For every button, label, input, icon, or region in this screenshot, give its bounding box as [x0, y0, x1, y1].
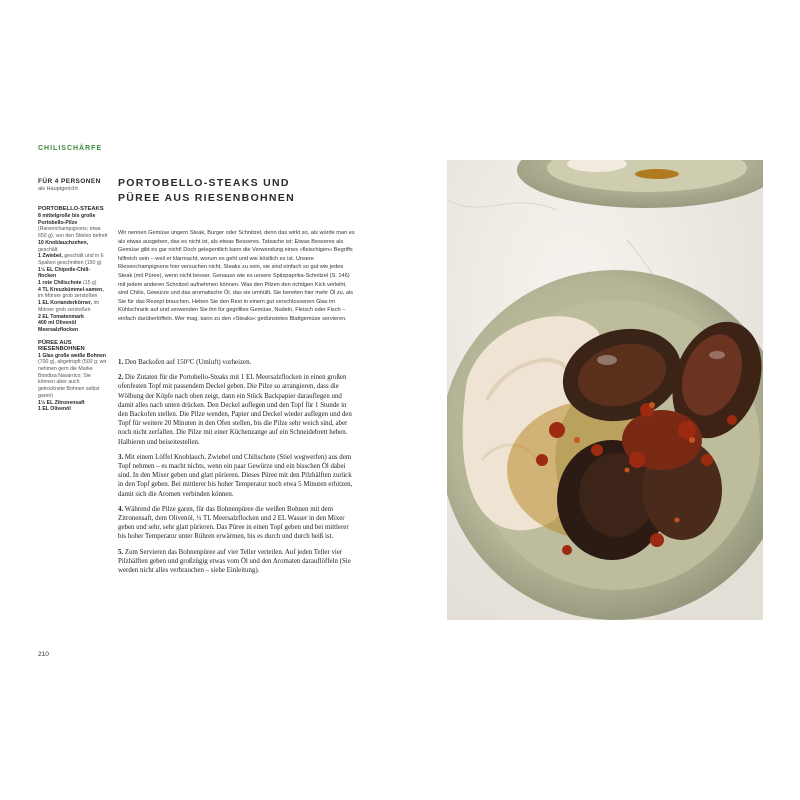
dish-photo-illustration	[447, 160, 763, 620]
step-number: 4.	[118, 505, 124, 513]
ingredient-note: (Riesenchampignons; etwa 650 g), von den Stielen befreit	[38, 226, 108, 240]
ingredient-item	[38, 253, 108, 266]
ingredient-amount: 1 EL Olivenöl	[38, 406, 71, 413]
ingredient-note: geschält und in 6 Spalten geschnitten (150 g)	[38, 253, 104, 266]
ingredient-amount: 8 mittelgroße bis große Portobello-Pilze	[38, 213, 96, 226]
step-number: 3.	[118, 453, 124, 461]
ingredient-groups	[38, 206, 108, 413]
step-text: Den Backofen auf 150°C (Umluft) vorheizen.	[124, 359, 252, 366]
method-step	[118, 548, 358, 576]
method-step	[118, 505, 358, 542]
ingredient-group-heading: PORTOBELLO-STEAKS	[38, 206, 104, 212]
step-number: 5.	[118, 548, 124, 556]
ingredients-column	[38, 178, 108, 413]
ingredient-amount: 4 TL Kreuzkümmel-samen,	[38, 286, 104, 293]
ingredient-item	[38, 280, 108, 287]
recipe-title: PORTOBELLO-STEAKS UND PÜREE AUS RIESENBOHNEN	[118, 177, 295, 204]
ingredient-item	[38, 213, 108, 240]
ingredient-amount: 1 rote Chilischote	[38, 280, 82, 287]
step-text: Die Zutaten für die Portobello-Steaks mit 1 EL Meersalzflocken in einen großen ofenfesten Topf mit passendem Deckel geben. Die Pilze so arrangieren, dass die Wölbung der Köpfe nach oben zeigt, dann ein Stück Backpapier darauflegen und damit alles nach unten drücken. Den Deckel auflegen und den Topf für 1 Stunde in den Backofen stellen. Die Pilze wenden, Papier und Deckel wieder auflegen und den Topf für weitere 20 Minuten in den Ofen stellen, bis die Pilze sehr weich sind, aber noch nicht zerfallen. Die Pilze mit einer Küchenzange auf ein Schneidebrett heben. Halbieren und beiseitestellen.	[118, 374, 352, 446]
step-text: Zum Servieren das Bohnenpüree auf vier Teller verteilen. Auf jeden Teller vier Pilzhälften geben und großzügig etwas vom Öl und den Aromaten darauflöffeln (Sie werden nicht alles verbrauchen – siehe Einleitung).	[118, 548, 351, 575]
servings-note: als Hauptgericht	[38, 186, 78, 192]
ingredient-amount: 10 Knoblauchzehen,	[38, 239, 89, 246]
ingredient-item	[38, 327, 108, 334]
step-text: Mit einem Löffel Knoblauch, Zwiebel und Chilischote (Stiel wegwerfen) aus dem Topf nehmen – es macht nichts, wenn ein paar Gewürze und ein bisschen Öl dabei sind. In den Mixer geben und glatt pürieren. Dieses Püree mit den Pilzhälften zurück in den Topf geben. Bei mittlerer bis hoher Temperatur noch etwa 5 Minuten erhitzen, damit sich die Aromen verbinden können.	[118, 453, 353, 498]
ingredient-group-heading: PÜREE AUS RIESENBOHNEN	[38, 339, 85, 352]
ingredient-note: im Mörser grob zerstoßen	[38, 300, 100, 313]
ingredient-note: (15 g)	[82, 280, 97, 287]
page-number: 210	[38, 651, 49, 658]
method-step	[118, 453, 358, 499]
step-text: Während die Pilze garen, für das Bohnenpüree die weißen Bohnen mit dem Zitronensaft, dem Olivenöl, ½ TL Meersalzflocken und 2 EL Wasser in den Mixer geben und sehr, sehr glatt pürieren. Das Püree in einen Topf geben und bei mittlerer bis hoher Temperatur unter Rühren erwärmen, bis es durch und durch heiß ist.	[118, 505, 349, 541]
dish-photo	[447, 160, 763, 620]
method-step	[118, 373, 358, 447]
ingredient-amount: Meersalzflocken	[38, 326, 79, 333]
ingredient-item	[38, 300, 108, 313]
ingredient-item	[38, 320, 108, 327]
ingredient-amount: 1 Glas große weiße Bohnen	[38, 352, 107, 359]
ingredient-item	[38, 267, 108, 280]
ingredient-amount: 400 ml Olivenöl	[38, 320, 77, 327]
ingredient-list	[38, 213, 108, 334]
ingredient-amount: 1 Zwiebel,	[38, 253, 63, 260]
ingredient-item	[38, 287, 108, 300]
ingredient-item	[38, 240, 108, 253]
ingredient-item	[38, 353, 108, 400]
ingredient-note: geschält	[38, 246, 58, 253]
ingredient-list	[38, 353, 108, 413]
ingredient-amount: 1½ EL Zitronensaft	[38, 399, 85, 406]
step-number: 2.	[118, 374, 124, 382]
method-steps	[118, 358, 358, 581]
ingredient-item	[38, 314, 108, 321]
section-label: CHILISCHÄRFE	[38, 145, 103, 152]
step-number: 1.	[118, 359, 124, 366]
servings-label: FÜR 4 PERSONEN	[38, 178, 101, 185]
method-step	[118, 358, 358, 367]
ingredient-amount: 2 EL Tomatenmark	[38, 313, 84, 320]
ingredient-amount: 1 EL Korianderkörner,	[38, 300, 93, 307]
recipe-intro: Wir nennen Gemüse ungern Steak, Burger oder Schnitzel, denn das wirkt so, als würde man es als etwas ausgeben, das es nicht ist, als etwas Besseres. Tatsache ist: Etwas Besseres als Gemüse gibt es gar nicht! Doch gelegentlich kann die Verwendung eines »fleischigen« Begriffs hilfreich sein – weil er klarmacht, worum es geht und wie köstlich es ist. Unsere Riesenchampignons hier versuchen nicht, Steaks zu sein, sie sind einfach so gut wie jedes Steak (mit Püree), wenn nicht besser. Genauso wie es unsere Spitzpaprika-Schnitzel (S. 146) mit jedem anderen Schnitzel aufnehmen können. Was den Pilzen den richtigen Kick verleiht, sind Chilis, Gewürze und das aromatische Öl, das sie umhüllt. Sie bereiten hier mehr Öl zu, als Sie für das Rezept brauchen. Heben Sie den Rest in einem gut verschlossenen Glas im Kühlschrank auf und verwenden Sie ihn für gegrilltes Gemüse, Nudeln, Fleisch oder Fisch – einfach darüberlöffeln. Wer mag, kann zu den »Steaks« gedünstetes Blattgemüse servieren.	[118, 230, 355, 322]
ingredient-note: im Mörser grob zerstoßen	[38, 293, 98, 300]
ingredient-amount: 1½ EL Chipotle-Chili-flocken	[38, 266, 91, 280]
ingredient-note: (700 g), abgetropft (500 g; wir nehmen gern die Marke Brindisa Navarrico; Sie können aber auch getrocknete Bohnen selbst garen)	[38, 359, 107, 399]
ingredient-item	[38, 400, 108, 407]
ingredient-item	[38, 406, 108, 413]
